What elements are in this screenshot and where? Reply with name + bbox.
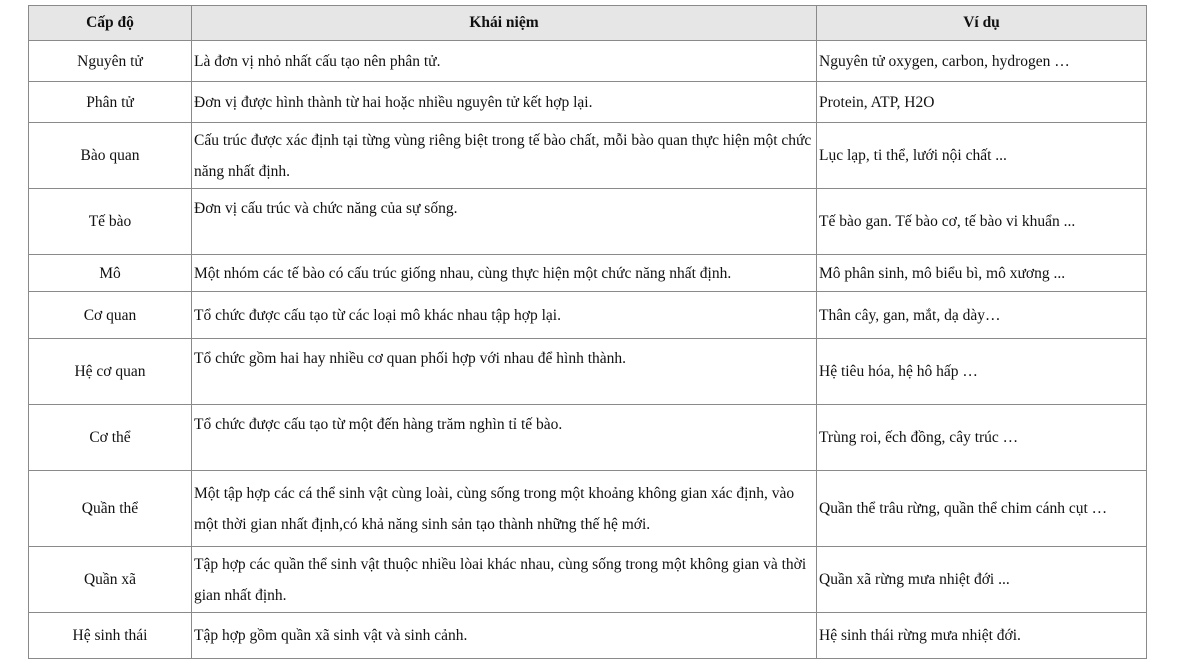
concept-cell: Tổ chức được cấu tạo từ các loại mô khác nhau tập hợp lại. bbox=[192, 292, 817, 339]
concept-cell: Đơn vị được hình thành từ hai hoặc nhiều nguyên tử kết hợp lại. bbox=[192, 82, 817, 123]
concept-cell: Một tập hợp các cá thể sinh vật cùng loài, cùng sống trong một khoảng không gian xác định, vào một thời gian nhất định,có khả năng sinh sản tạo thành những thế hệ mới. bbox=[192, 471, 817, 547]
example-cell: Hệ tiêu hóa, hệ hô hấp … bbox=[817, 339, 1147, 405]
table-row bbox=[29, 41, 1147, 82]
concept-cell: Là đơn vị nhỏ nhất cấu tạo nên phân tử. bbox=[192, 41, 817, 82]
concept-cell: Một nhóm các tế bào có cấu trúc giống nhau, cùng thực hiện một chức năng nhất định. bbox=[192, 255, 817, 292]
header-example: Ví dụ bbox=[817, 6, 1147, 41]
table-row bbox=[29, 547, 1147, 613]
organization-levels-table bbox=[28, 5, 1147, 659]
level-cell: Hệ sinh thái bbox=[29, 613, 192, 659]
table-row bbox=[29, 292, 1147, 339]
table-row bbox=[29, 613, 1147, 659]
level-cell: Bào quan bbox=[29, 123, 192, 189]
concept-cell: Tập hợp các quần thể sinh vật thuộc nhiều lòai khác nhau, cùng sống trong một không gian và thời gian nhất định. bbox=[192, 547, 817, 613]
table-row bbox=[29, 123, 1147, 189]
concept-cell: Tập hợp gồm quần xã sinh vật và sinh cảnh. bbox=[192, 613, 817, 659]
table-row bbox=[29, 82, 1147, 123]
table-row bbox=[29, 405, 1147, 471]
concept-cell: Đơn vị cấu trúc và chức năng của sự sống. bbox=[192, 189, 817, 255]
table-row bbox=[29, 189, 1147, 255]
header-row bbox=[29, 6, 1147, 41]
level-cell: Nguyên tử bbox=[29, 41, 192, 82]
header-concept: Khái niệm bbox=[192, 6, 817, 41]
example-cell: Tế bào gan. Tế bào cơ, tế bào vi khuẩn ... bbox=[817, 189, 1147, 255]
concept-cell: Tổ chức gồm hai hay nhiều cơ quan phối hợp với nhau để hình thành. bbox=[192, 339, 817, 405]
level-cell: Hệ cơ quan bbox=[29, 339, 192, 405]
level-cell: Quần xã bbox=[29, 547, 192, 613]
example-cell: Lục lạp, ti thể, lưới nội chất ... bbox=[817, 123, 1147, 189]
example-cell: Hệ sinh thái rừng mưa nhiệt đới. bbox=[817, 613, 1147, 659]
concept-cell: Cấu trúc được xác định tại từng vùng riêng biệt trong tế bào chất, mỗi bào quan thực hiện một chức năng nhất định. bbox=[192, 123, 817, 189]
table-row bbox=[29, 255, 1147, 292]
header-level: Cấp độ bbox=[29, 6, 192, 41]
example-text: Protein, ATP, H2O bbox=[819, 93, 935, 111]
table-row bbox=[29, 339, 1147, 405]
example-cell: Nguyên tử oxygen, carbon, hydrogen … bbox=[817, 41, 1147, 82]
example-cell: Quần thể trâu rừng, quần thể chim cánh cụt … bbox=[817, 471, 1147, 547]
example-cell: Quần xã rừng mưa nhiệt đới ... bbox=[817, 547, 1147, 613]
level-cell: Phân tử bbox=[29, 82, 192, 123]
example-cell: Trùng roi, ếch đồng, cây trúc … bbox=[817, 405, 1147, 471]
example-cell: Mô phân sinh, mô biểu bì, mô xương ... bbox=[817, 255, 1147, 292]
level-cell: Mô bbox=[29, 255, 192, 292]
table-row bbox=[29, 471, 1147, 547]
level-cell: Cơ thể bbox=[29, 405, 192, 471]
example-cell: Thân cây, gan, mắt, dạ dày… bbox=[817, 292, 1147, 339]
concept-cell: Tổ chức được cấu tạo từ một đến hàng trăm nghìn tỉ tế bào. bbox=[192, 405, 817, 471]
example-cell bbox=[817, 82, 1147, 123]
level-cell: Quần thể bbox=[29, 471, 192, 547]
level-cell: Tế bào bbox=[29, 189, 192, 255]
level-cell: Cơ quan bbox=[29, 292, 192, 339]
